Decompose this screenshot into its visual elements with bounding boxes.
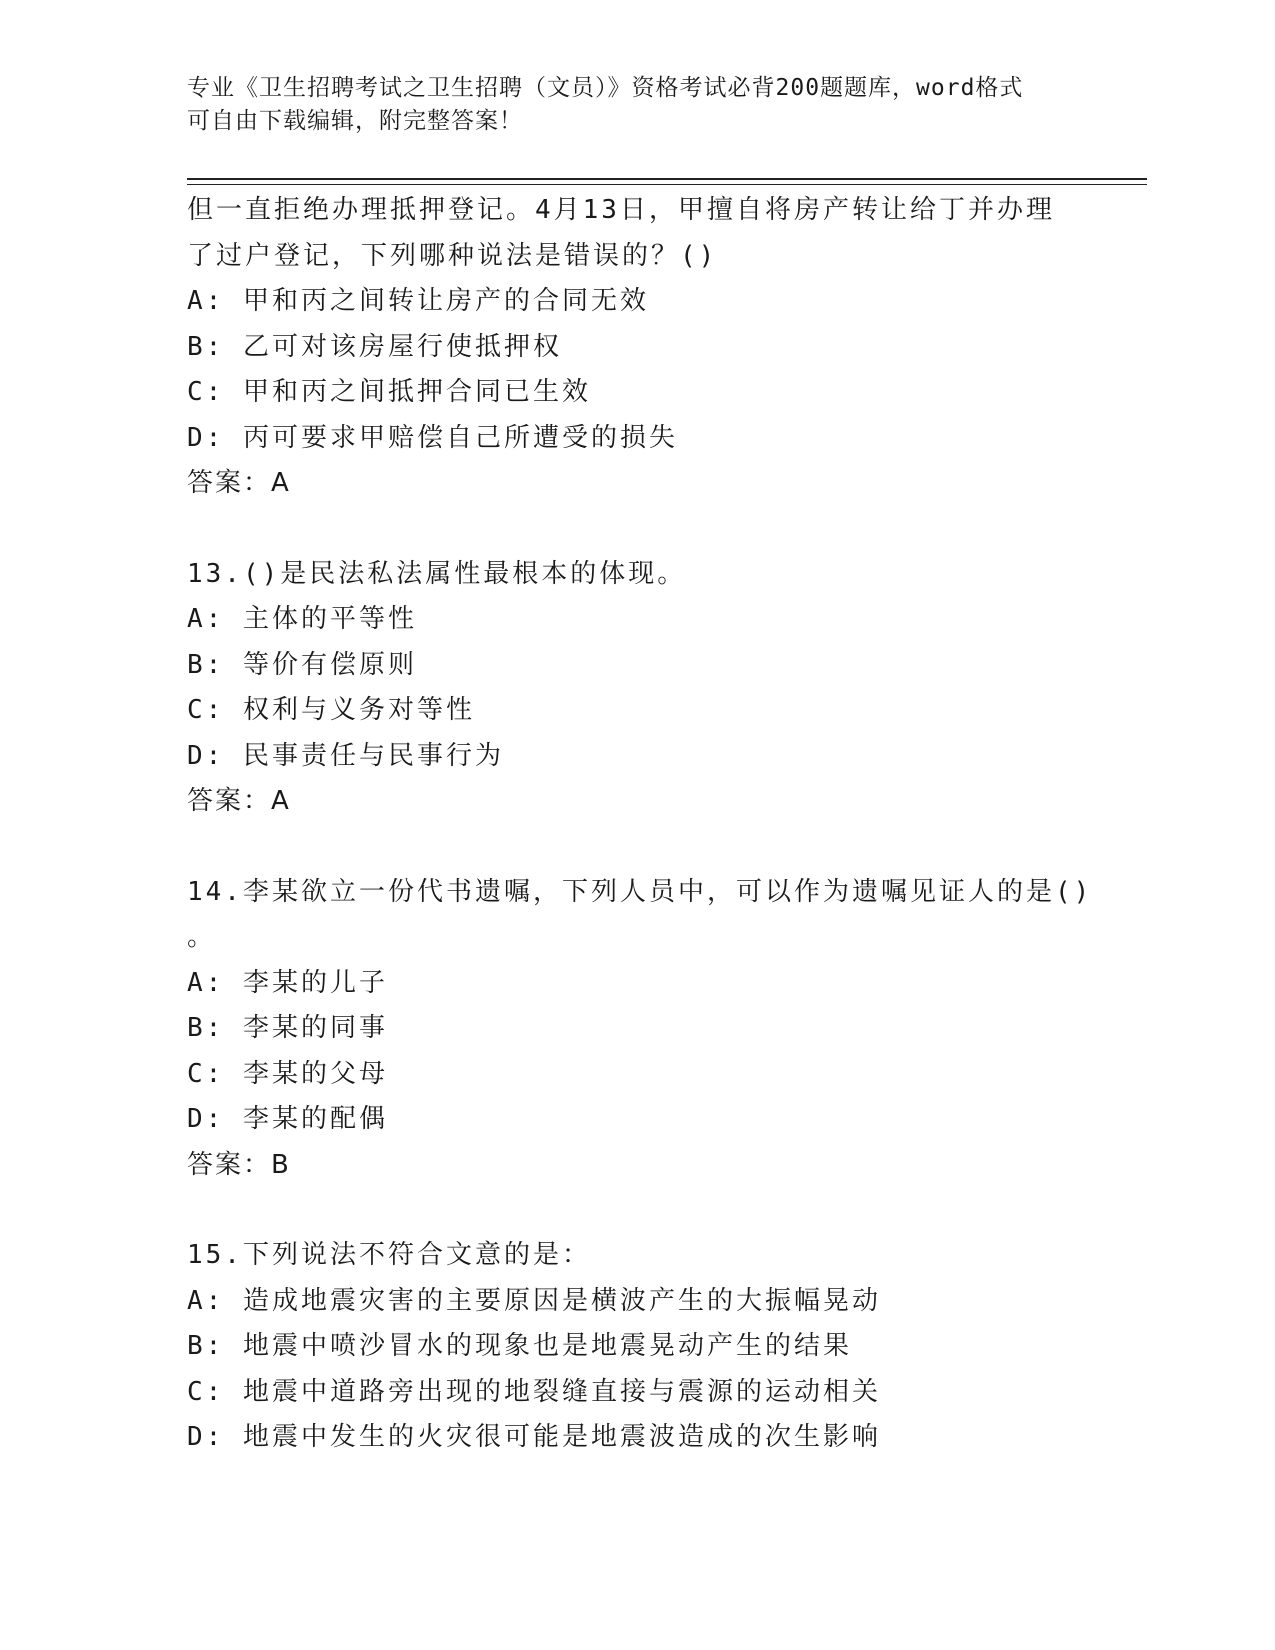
question-stem-line: 15.下列说法不符合文意的是：: [187, 1240, 591, 1270]
header-rule-thick: [187, 178, 1147, 180]
document-header: [187, 72, 1087, 138]
option-b: B: 乙可对该房屋行使抵押权: [187, 331, 562, 362]
option-a: A: 主体的平等性: [187, 604, 417, 634]
question-stem-line: 了过户登记，下列哪种说法是错误的？(): [187, 240, 718, 271]
option-c: C: 地震中道路旁出现的地裂缝直接与震源的运动相关: [187, 1376, 881, 1407]
answer-line: 答案：B: [187, 1149, 291, 1180]
question-15: [187, 1233, 1087, 1461]
question-list: [187, 188, 1093, 1461]
option-d: D: 李某的配偶: [187, 1104, 388, 1134]
option-a: A: 李某的儿子: [187, 967, 388, 998]
option-d: D: 地震中发生的火灾很可能是地震波造成的次生影响: [187, 1422, 881, 1452]
question-stem-line: 。: [187, 922, 217, 952]
option-a: A: 甲和丙之间转让房产的合同无效: [187, 286, 649, 316]
question-stem-line: 14.李某欲立一份代书遗嘱，下列人员中，可以作为遗嘱见证人的是(): [187, 876, 1093, 907]
question-12: [187, 188, 1087, 507]
document-page: [187, 0, 1147, 1650]
header-line-1: 专业《卫生招聘考试之卫生招聘（文员）》资格考试必背200题题库，word格式: [187, 75, 1024, 101]
question-spacer: [187, 825, 1087, 870]
option-c: C: 权利与义务对等性: [187, 695, 475, 725]
option-d: D: 丙可要求甲赔偿自己所遭受的损失: [187, 422, 678, 453]
question-spacer: [187, 1188, 1087, 1233]
option-c: C: 李某的父母: [187, 1058, 388, 1089]
question-spacer: [187, 507, 1087, 552]
question-14: [187, 870, 1093, 1189]
option-b: B: 地震中喷沙冒水的现象也是地震晃动产生的结果: [187, 1331, 852, 1361]
option-a: A: 造成地震灾害的主要原因是横波产生的大振幅晃动: [187, 1285, 881, 1316]
option-c: C: 甲和丙之间抵押合同已生效: [187, 377, 591, 407]
answer-line: 答案：A: [187, 468, 291, 498]
question-stem-line: 13.()是民法私法属性最根本的体现。: [187, 558, 687, 589]
answer-line: 答案：A: [187, 786, 291, 816]
option-d: D: 民事责任与民事行为: [187, 740, 504, 771]
question-13: [187, 552, 1087, 825]
option-b: B: 李某的同事: [187, 1013, 388, 1043]
header-line-2: 可自由下载编辑，附完整答案！: [187, 108, 523, 134]
option-b: B: 等价有偿原则: [187, 649, 417, 680]
question-stem-line: 但一直拒绝办理抵押登记。4月13日，甲擅自将房产转让给丁并办理: [187, 195, 1055, 225]
header-rule-thin: [187, 184, 1147, 185]
